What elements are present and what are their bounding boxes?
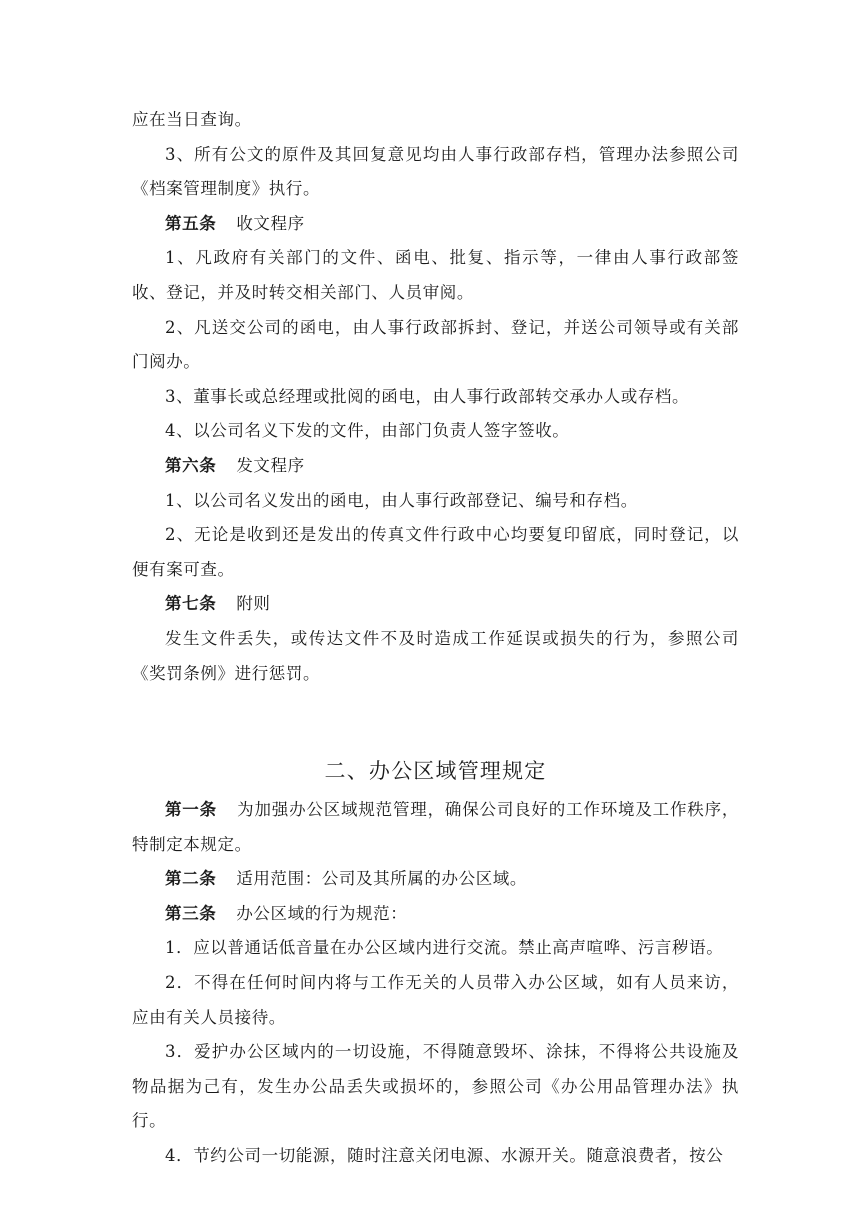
- paragraph-penalty-rule: 发生文件丢失，或传达文件不及时造成工作延误或损失的行为，参照公司《奖罚条例》进行惩罚。: [132, 628, 739, 683]
- article-7-heading: [132, 587, 739, 622]
- list-item: 2．不得在任何时间内将与工作无关的人员带入办公区域，如有人员来访，应由有关人员接待。: [132, 973, 739, 1027]
- article-1: [132, 793, 739, 862]
- list-item: 4、以公司名义下发的文件，由部门负责人签字签收。: [165, 421, 570, 441]
- article-title: 收文程序: [236, 213, 305, 233]
- list-item: 1．应以普通话低音量在办公区域内进行交流。禁止高声喧哗、污言秽语。: [165, 938, 724, 958]
- paragraph-continuation: 应在当日查询。: [132, 110, 252, 129]
- article-text: 为加强办公区域规范管理，确保公司良好的工作环境及工作秩序，特制定本规定。: [132, 800, 739, 854]
- list-item: 3、董事长或总经理或批阅的函电，由人事行政部转交承办人或存档。: [165, 386, 690, 406]
- article-number: 第一条: [165, 800, 217, 820]
- article-title: 附则: [236, 594, 271, 614]
- article-number: 第七条: [165, 594, 217, 614]
- list-item: 4．节约公司一切能源，随时注意关闭电源、水源开关。随意浪费者，按公: [165, 1146, 724, 1166]
- article-number: 第二条: [165, 869, 217, 889]
- article-number: 第六条: [165, 455, 217, 475]
- article-title: 发文程序: [236, 455, 305, 475]
- article-3: [132, 897, 739, 932]
- article-text: 适用范围：公司及其所属的办公区域。: [236, 869, 528, 889]
- paragraph-archive-rule: 3、所有公文的原件及其回复意见均由人事行政部存档，管理办法参照公司《档案管理制度》执行。: [132, 144, 739, 199]
- list-item: 2、凡送交公司的函电，由人事行政部拆封、登记，并送公司领导或有关部门阅办。: [132, 317, 739, 372]
- article-5-heading: [132, 207, 739, 242]
- article-2: [132, 862, 739, 897]
- article-number: 第五条: [165, 213, 217, 233]
- list-item: 3．爱护办公区域内的一切设施，不得随意毁坏、涂抹，不得将公共设施及物品据为己有，发生办公品丢失或损坏的，参照公司《办公用品管理办法》执行。: [132, 1042, 739, 1131]
- article-6-heading: [132, 449, 739, 484]
- section-title: 二、办公区域管理规定: [324, 759, 547, 784]
- article-text: 办公区域的行为规范：: [236, 903, 408, 923]
- article-number: 第三条: [165, 903, 217, 923]
- list-item: 1、以公司名义发出的函电，由人事行政部登记、编号和存档。: [165, 490, 638, 510]
- document-body: [132, 103, 739, 1174]
- list-item: 2、无论是收到还是发出的传真文件行政中心均要复印留底，同时登记，以便有案可查。: [132, 525, 739, 579]
- list-item: 1、凡政府有关部门的文件、函电、批复、指示等，一律由人事行政部签收、登记，并及时转交相关部门、人员审阅。: [132, 248, 739, 302]
